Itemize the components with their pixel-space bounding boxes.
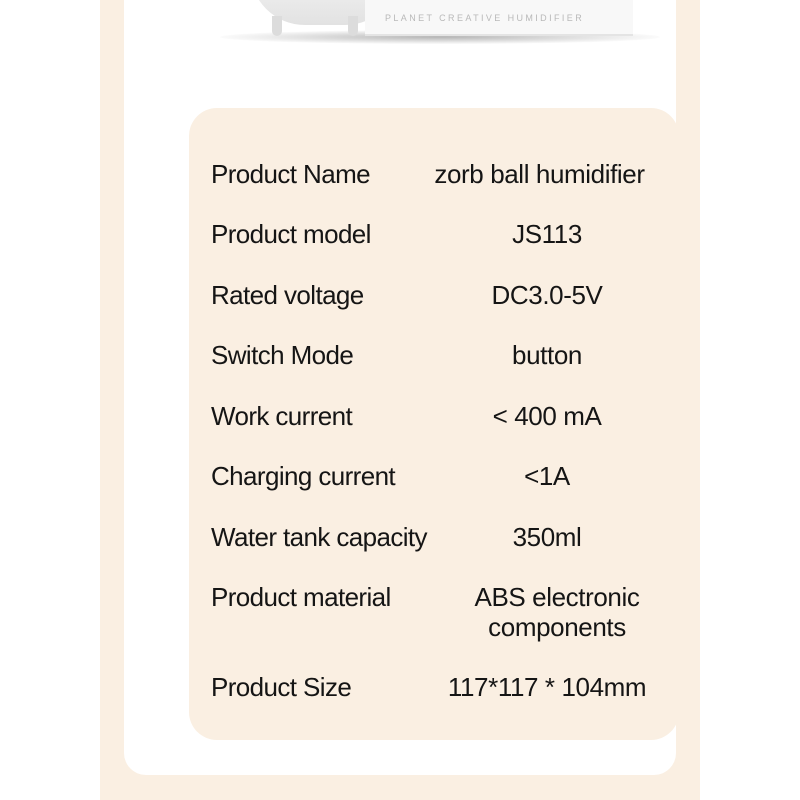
spec-label: Product model [211, 219, 371, 249]
product-box [365, 0, 633, 36]
spec-value: 117*117 * 104mm [447, 672, 647, 702]
spec-value: 350ml [512, 522, 582, 552]
spec-label: Rated voltage [211, 280, 364, 310]
spec-label: Charging current [211, 461, 396, 491]
content-card [124, 0, 676, 775]
spec-label: Switch Mode [211, 340, 354, 370]
spec-value: zorb ball humidifier [434, 159, 645, 189]
spec-value: DC3.0-5V [491, 280, 603, 310]
product-box-label: PLANET CREATIVE HUMIDIFIER [385, 13, 585, 23]
spec-panel [189, 108, 679, 740]
product-image [220, 0, 640, 52]
spec-label: Product Name [211, 159, 370, 189]
spec-label: Product Size [211, 672, 352, 702]
spec-value: ABS electronic components [474, 582, 640, 642]
spec-value: button [512, 340, 582, 370]
spec-label: Water tank capacity [211, 522, 427, 552]
spec-label: Product material [211, 582, 391, 612]
spec-value: JS113 [512, 219, 582, 249]
spec-value: < 400 mA [492, 401, 602, 431]
humidifier-leg [272, 16, 282, 36]
humidifier-leg [348, 16, 358, 36]
spec-value: <1A [524, 461, 570, 491]
spec-label: Work current [211, 401, 353, 431]
page-frame [100, 0, 700, 800]
